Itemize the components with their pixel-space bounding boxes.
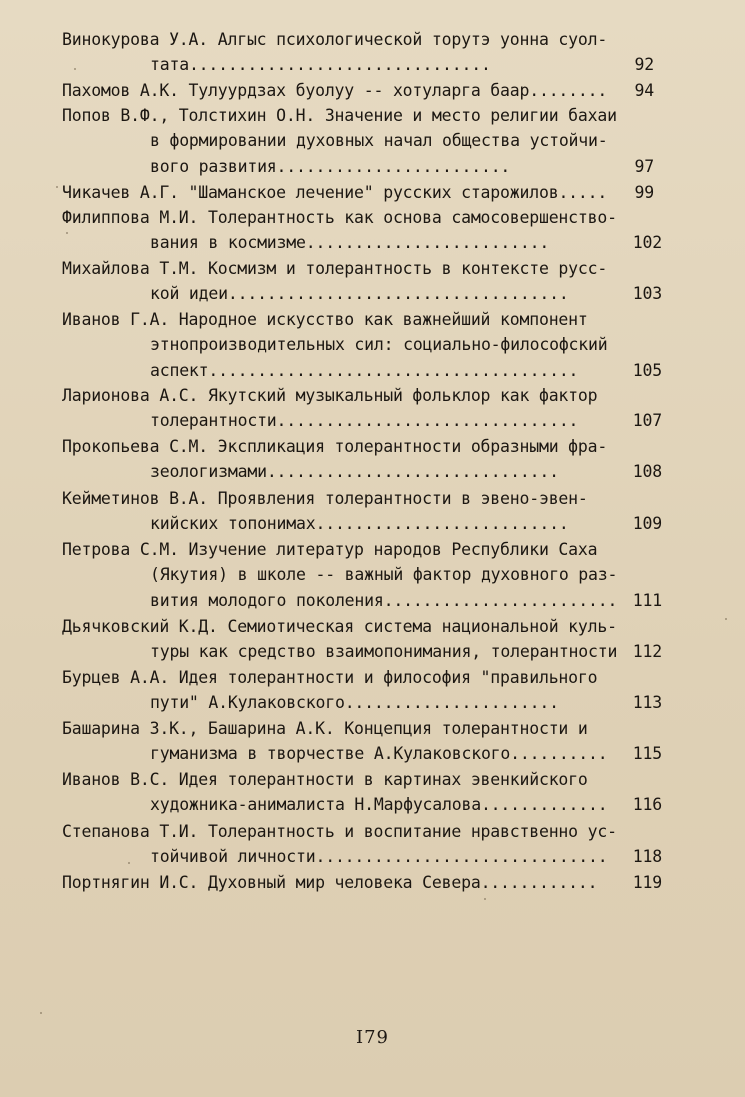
dot-leader: ............................... <box>276 411 579 430</box>
toc-entry-text: Чикачев А.Г. "Шаманское лечение" русских старожилов <box>62 183 559 202</box>
toc-entry-text: вания в космизме <box>150 233 306 252</box>
page-number: 113 <box>632 693 662 712</box>
toc-entry-text: аспект <box>150 361 209 380</box>
toc-entry-text: этнопроизводительных сил: социально-философский <box>150 335 608 354</box>
dot-leader: ........................ <box>276 157 511 176</box>
page-number: 109 <box>632 514 662 533</box>
page-number: 116 <box>632 795 662 814</box>
toc-entry-text: толерантности <box>150 411 277 430</box>
toc-entry-text: (Якутия) в школе -- важный фактор духовного раз- <box>150 565 618 584</box>
toc-entry-text: гуманизма в творчестве А.Кулаковского <box>150 744 511 763</box>
toc-entry-text: Михайлова Т.М. Космизм и толерантность в контексте русс- <box>62 259 608 278</box>
page-number: 115 <box>632 744 662 763</box>
page-number: 92 <box>634 55 654 74</box>
toc-entry-text: кийских топонимах <box>150 514 316 533</box>
paper-speck <box>40 1012 42 1014</box>
page-number: 105 <box>632 361 662 380</box>
toc-entry-text: Прокопьева С.М. Экспликация толерантности образными фра- <box>62 437 608 456</box>
paper-speck <box>725 618 727 620</box>
toc-entry-text: туры как средство взаимопонимания, толерантности <box>150 642 618 661</box>
paper-speck <box>66 232 68 234</box>
toc-entry-text: Бурцев А.А. Идея толерантности и философия "правильного <box>62 668 598 687</box>
toc-entry-text: Пахомов А.К. Тулуурдзах буолуу -- хотуларга баар <box>62 81 530 100</box>
dot-leader: .............................. <box>266 462 559 481</box>
page-folio: I79 <box>355 1027 389 1048</box>
dot-leader: ...................................... <box>208 361 579 380</box>
toc-entry-text: вития молодого поколения. <box>150 591 394 610</box>
toc-entry-text: Кейметинов В.А. Проявления толерантности в эвено-эвен- <box>62 489 588 508</box>
dot-leader: .......................... <box>315 514 569 533</box>
page-number: 102 <box>632 233 662 252</box>
toc-entry-text: художника-анималиста Н.Марфусалова <box>150 795 481 814</box>
toc-entry-text: Ларионова А.С. Якутский музыкальный фольклор как фактор <box>62 386 598 405</box>
dot-leader: ......................... <box>305 233 550 252</box>
toc-entry-text: Степанова Т.И. Толерантность и воспитание нравственно ус- <box>62 822 617 841</box>
toc-entry-text: пути" А.Кулаковского <box>150 693 345 712</box>
toc-entry-text: Попов В.Ф., Толстихин О.Н. Значение и место религии бахаи <box>62 106 617 125</box>
paper-speck <box>128 862 130 864</box>
page-number: 118 <box>632 847 662 866</box>
toc-entry-text: Дьячковский К.Д. Семиотическая система национальной куль- <box>62 617 617 636</box>
toc-entry-text: Портнягин И.С. Духовный мир человека Севера <box>62 873 481 892</box>
dot-leader: .......... <box>510 744 608 763</box>
dot-leader: ............................... <box>188 55 491 74</box>
toc-entry-text: зеологизмами <box>150 462 267 481</box>
dot-leader: ........ <box>529 81 608 100</box>
page-number: 103 <box>632 284 662 303</box>
dot-leader: ............. <box>480 795 608 814</box>
dot-leader: ............ <box>480 873 598 892</box>
paper-speck <box>484 898 486 900</box>
page-number: 99 <box>634 183 654 202</box>
toc-entry-text: Винокурова У.А. Алгыс психологической торутэ уонна суол- <box>62 30 608 49</box>
page-number: 97 <box>634 157 654 176</box>
dot-leader: ..... <box>558 183 608 202</box>
page-number: 111 <box>632 591 662 610</box>
dot-leader: ................................... <box>227 284 569 303</box>
page-number: 108 <box>632 462 662 481</box>
toc-entry-text: тойчивой личности <box>150 847 316 866</box>
toc-entry-text: вого развития <box>150 157 277 176</box>
dot-leader: ....................... <box>393 591 618 610</box>
dot-leader: ...................... <box>344 693 559 712</box>
page-number: 94 <box>634 81 654 100</box>
toc-entry-text: в формировании духовных начал общества устойчи- <box>150 131 608 150</box>
paper-speck <box>74 68 76 70</box>
toc-entry-text: Иванов Г.А. Народное искусство как важнейший компонент <box>62 310 588 329</box>
dot-leader: .............................. <box>315 847 608 866</box>
toc-entry-text: кой идеи <box>150 284 228 303</box>
toc-entry-text: Филиппова М.И. Толерантность как основа самосовершенство- <box>62 208 617 227</box>
toc-entry-text: Башарина З.К., Башарина А.К. Концепция толерантности и <box>62 719 588 738</box>
page-number: 119 <box>632 873 662 892</box>
toc-entry-text: Петрова С.М. Изучение литератур народов Республики Саха <box>62 540 598 559</box>
toc-entry-text: тата <box>150 55 189 74</box>
toc-entry-text: Иванов В.С. Идея толерантности в картинах эвенкийского <box>62 770 588 789</box>
page-number: 112 <box>632 642 662 661</box>
paper-speck <box>56 186 58 188</box>
page-number: 107 <box>632 411 662 430</box>
